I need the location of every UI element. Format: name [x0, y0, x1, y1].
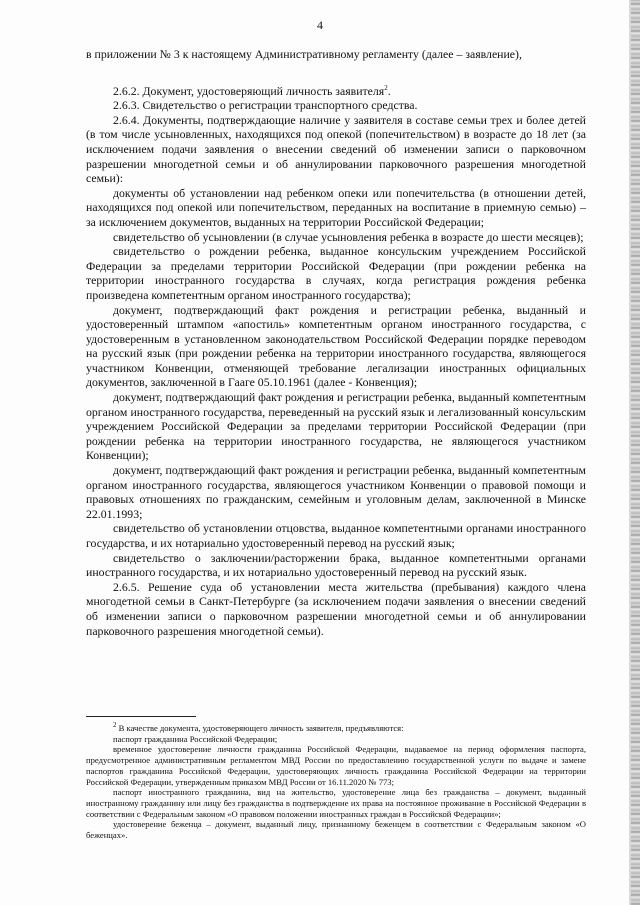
list-item-apostille: документ, подтверждающий факт рождения и регистрации ребенка, выданный и удостоверенный штампом «апостиль» компетентным органом иностранного государства, с удостоверенным в установленном законодательством Российской Федерации порядке переводом на русский язык (при рождении ребенка на территории иностранного государства, являющегося участником Конвенции, отменяющей требование легализации иностранных официальных документов, заключенной в Гааге 05.10.1961 (далее - Конвенция);	[86, 302, 586, 390]
footnote-item-passport: паспорт гражданина Российской Федерации;	[113, 733, 278, 744]
list-item-legalized: документ, подтверждающий факт рождения и регистрации ребенка, выданный компетентным органом иностранного государства, переведенный на русский язык и легализованный консульским учреждением Российской Федерации за пределами территории Российской Федерации (при рождении ребенка на территории иностранного государства, не являющегося участником Конвенции);	[86, 390, 586, 463]
list-item-adoption: свидетельство об усыновлении (в случае усыновления ребенка в возрасте до шести месяцев);	[113, 229, 584, 244]
scan-edge	[631, 0, 640, 905]
footnote-item-refugee: удостоверение беженца – документ, выданный лицу, признанному беженцем в соответствии с Федеральным законом «О беженцах».	[86, 819, 586, 841]
list-item-guardianship: документы об установлении над ребенком опеки или попечительства (в отношении детей, находящихся под опекой или попечительством, переданных на воспитание в приемную семью) – за исключением документов, выданных на территории Российской Федерации;	[86, 185, 586, 229]
document-body	[86, 47, 586, 638]
paragraph-2-6-2-end: .	[387, 83, 391, 98]
list-item-consular-birth: свидетельство о рождении ребенка, выданное консульским учреждением Российской Федерации за пределами территории Российской Федерации (при рождении ребенка на территории иностранного государства в случаях, когда регистрация рождения ребенка произведена компетентным органом иностранного государства);	[86, 244, 586, 302]
paragraph-2-6-4: 2.6.4. Документы, подтверждающие наличие у заявителя в составе семьи трех и более детей (в том числе усыновленных, находящихся под опекой (попечительством) в возрасте до 18 лет (за исключением подачи заявления о внесении сведений об изменении записи о парковочном разрешении многодетной семьи и об аннулировании парковочного разрешения многодетной семьи):	[86, 112, 586, 186]
list-item-minsk: документ, подтверждающий факт рождения и регистрации ребенка, выданный компетентным органом иностранного государства, являющегося участником Конвенции о правовой помощи и правовых отношениях по гражданским, семейным и уголовным делам, заключенной в Минске 22.01.1993;	[86, 463, 586, 521]
footnote-item-temporary-id: временное удостоверение личности гражданина Российской Федерации, выдаваемое на период оформления паспорта, предусмотренное административным регламентом МВД России по предоставлению государственной услуги по выдаче и замене паспортов гражданина Российской Федерации, удостоверяющих личность гражданина Российской Федерации на территории Российской Федерации, утвержденным приказом МВД России от 16.11.2020 № 773;	[86, 744, 586, 787]
paragraph-2-6-3: 2.6.3. Свидетельство о регистрации транспортного средства.	[113, 98, 418, 113]
footnote-number: 2	[113, 721, 117, 730]
footnote-ref: 2	[384, 83, 388, 92]
list-item-paternity: свидетельство об установлении отцовства, выданное компетентными органами иностранного государства, и их нотариально удостоверенный перевод на русский язык;	[86, 521, 586, 550]
footnote-intro	[86, 723, 586, 734]
paragraph-2-6-2	[86, 84, 586, 99]
list-item-marriage: свидетельство о заключении/расторжении брака, выданное компетентными органами иностранного государства, и их нотариально удостоверенный перевод на русский язык.	[86, 550, 586, 580]
page-number: 4	[317, 18, 323, 32]
paragraph-2-6-5: 2.6.5. Решение суда об установлении места жительства (пребывания) каждого члена многодетной семьи в Санкт-Петербурге (за исключением подачи заявления о внесении сведений об изменении записи о парковочном разрешении многодетной семьи и об аннулировании парковочного разрешения многодетной семьи).	[86, 579, 586, 638]
footnote-item-foreign-passport: паспорт иностранного гражданина, вид на жительство, удостоверение лица без гражданства – документ, выданный иностранному гражданину или лицу без гражданства в подтверждение их права на постоянное проживание в Российской Федерации в соответствии с Федеральным законом «О правовом положении иностранных граждан в Российской Федерации»;	[86, 787, 586, 819]
footnote-separator	[86, 716, 196, 717]
footnotes	[86, 723, 586, 841]
paragraph-2-6-2-text: 2.6.2. Документ, удостоверяющий личность заявителя	[113, 83, 385, 98]
footnote-intro-text: В качестве документа, удостоверяющего личность заявителя, предъявляются:	[116, 723, 404, 733]
paragraph-continuation: в приложении № 3 к настоящему Административному регламенту (далее – заявление),	[86, 47, 522, 61]
